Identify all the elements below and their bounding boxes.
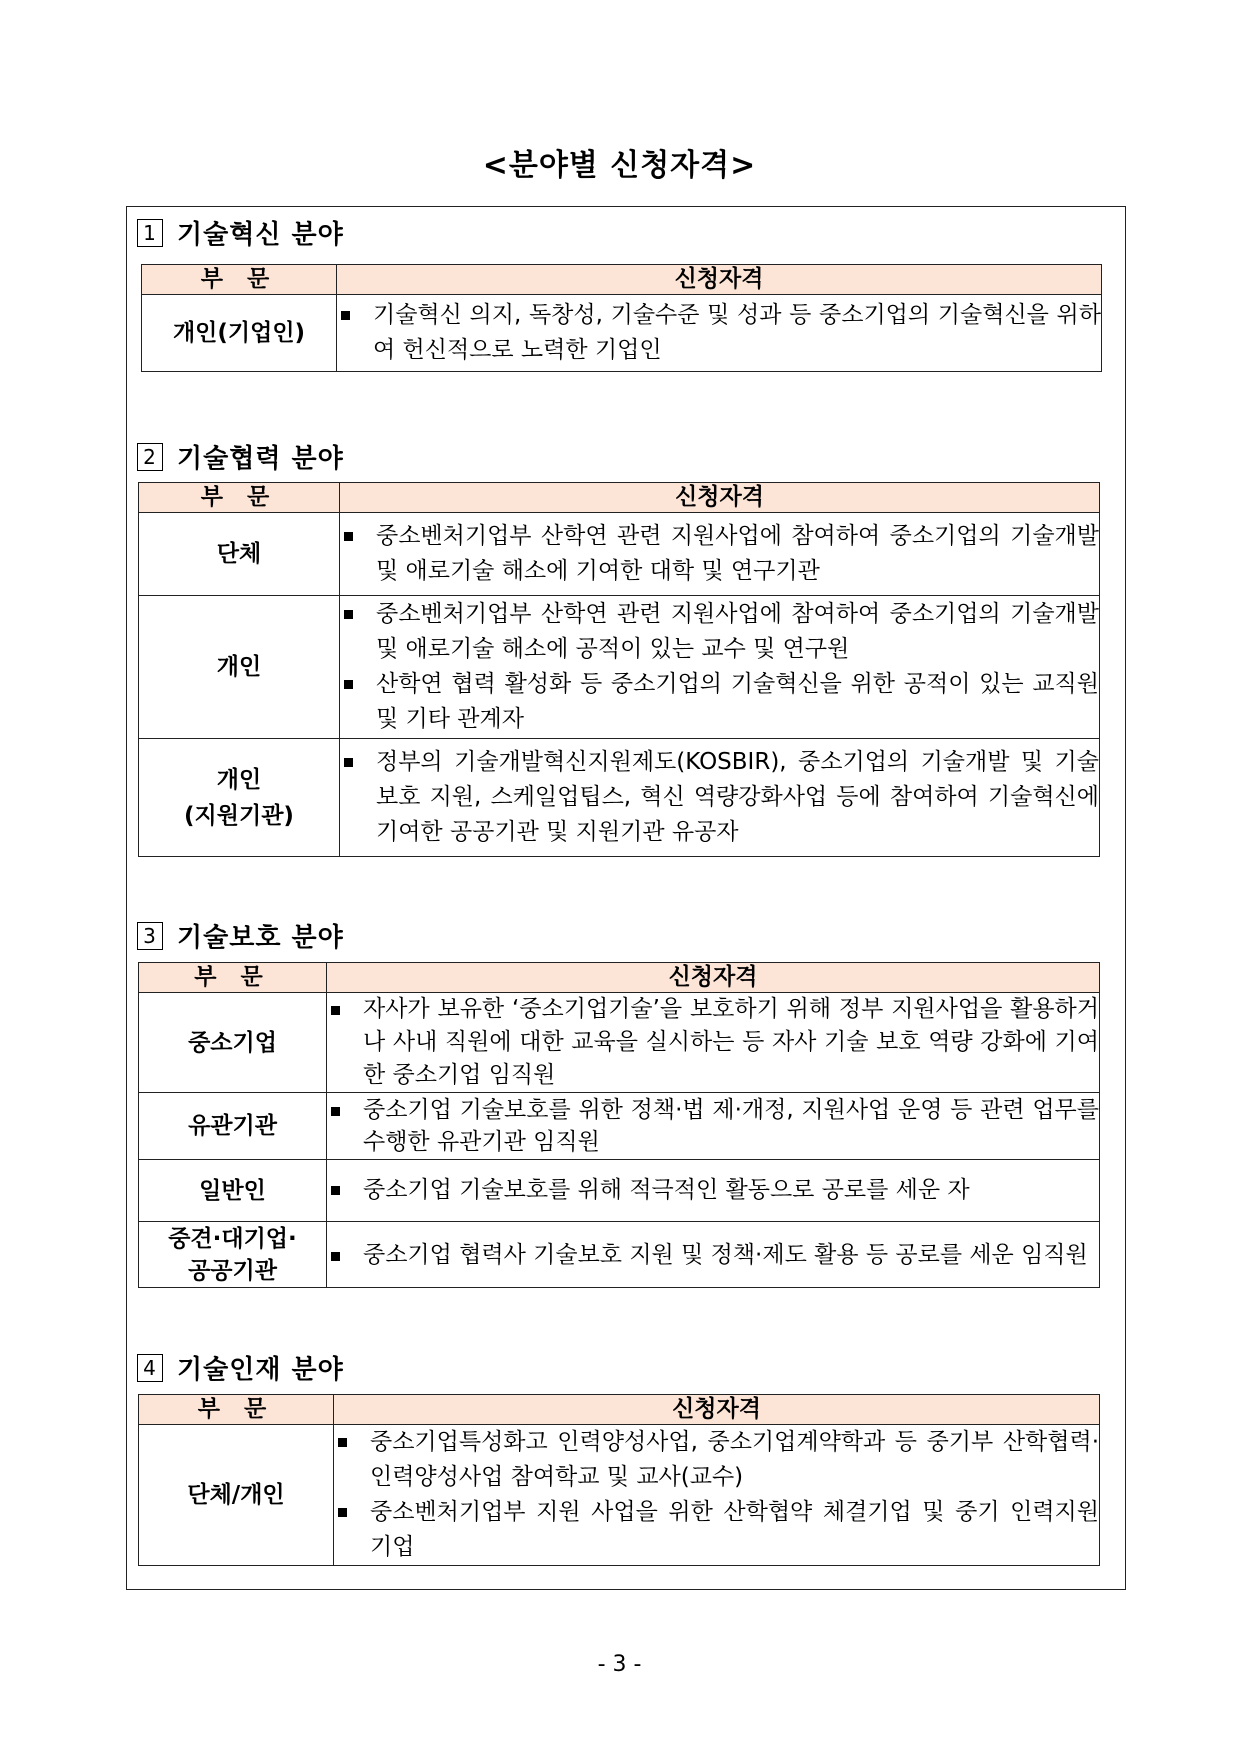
- qualification-cell: [340, 739, 1100, 857]
- qualification-item: [327, 1094, 1099, 1158]
- header-dept: 부 문: [139, 483, 340, 513]
- square-bullet-icon: [344, 758, 353, 767]
- table-row: [139, 596, 1100, 739]
- section-heading-tech-talent: [137, 1349, 344, 1386]
- header-qualification: 신청자격: [340, 483, 1100, 513]
- qualification-text: 중소기업 기술보호를 위한 정책·법 제·개정, 지원사업 운영 등 관련 업무를 수행한 유관기관 임직원: [363, 1097, 1099, 1155]
- qualification-text: 자사가 보유한 ‘중소기업기술’을 보호하기 위해 정부 지원사업을 활용하거나 사내 직원에 대한 교육을 실시하는 등 자사 기술 보호 역량 강화에 기여한 중소기업 임직원: [363, 996, 1099, 1088]
- dept-label: 일반인: [199, 1177, 266, 1204]
- qualification-item: [327, 993, 1099, 1092]
- qualification-item: [340, 667, 1099, 737]
- square-bullet-icon: [331, 1006, 340, 1015]
- table-row: [139, 1222, 1100, 1288]
- qualification-cell: [337, 295, 1102, 372]
- table-row: [139, 993, 1100, 1093]
- qualification-table-tech-innovation: [141, 264, 1102, 372]
- dept-cell: [139, 513, 340, 596]
- qualification-item: [327, 1239, 1099, 1271]
- square-bullet-icon: [344, 610, 353, 619]
- qualification-cell: [334, 1425, 1100, 1566]
- header-qualification: 신청자격: [337, 265, 1102, 295]
- qualification-text: 중소기업특성화고 인력양성사업, 중소기업계약학과 등 중기부 산학협력·인력양성사업 참여학교 및 교사(교수): [370, 1429, 1099, 1490]
- dept-cell: [139, 1160, 327, 1222]
- table-row: [142, 295, 1102, 372]
- qualification-table-tech-protection: [138, 962, 1100, 1288]
- square-bullet-icon: [338, 1438, 347, 1447]
- qualification-text: 중소벤처기업부 산학연 관련 지원사업에 참여하여 중소기업의 기술개발 및 애로기술 해소에 기여한 대학 및 연구기관: [376, 523, 1099, 584]
- qualification-text: 중소기업 협력사 기술보호 지원 및 정책·제도 활용 등 공로를 세운 임직원: [363, 1241, 1088, 1268]
- qualification-text: 중소벤처기업부 산학연 관련 지원사업에 참여하여 중소기업의 기술개발 및 애로기술 해소에 공적이 있는 교수 및 연구원: [376, 601, 1099, 662]
- header-qualification: 신청자격: [327, 963, 1100, 993]
- page-number: - 3 -: [597, 1652, 642, 1677]
- header-dept: 부 문: [139, 963, 327, 993]
- dept-cell: [139, 1425, 334, 1566]
- section-heading-tech-protection: [137, 917, 344, 954]
- section-title: 기술협력 분야: [177, 444, 344, 474]
- qualification-item: [340, 597, 1099, 667]
- section-title: 기술보호 분야: [177, 923, 344, 953]
- dept-cell: [139, 739, 340, 857]
- dept-cell: [139, 993, 327, 1093]
- dept-label: 유관기관: [188, 1113, 277, 1139]
- table-header-row: [142, 265, 1102, 295]
- qualification-text: 중소기업 기술보호를 위해 적극적인 활동으로 공로를 세운 자: [363, 1177, 970, 1203]
- qualification-item: [327, 1173, 1099, 1208]
- square-bullet-icon: [341, 311, 350, 320]
- table-header-row: [139, 483, 1100, 513]
- square-bullet-icon: [331, 1107, 340, 1116]
- section-number-box: 1: [137, 219, 163, 247]
- dept-label: 개인: [216, 766, 262, 793]
- table-row: [139, 1425, 1100, 1566]
- table-header-row: [139, 1395, 1100, 1425]
- section-number-box: 2: [137, 443, 163, 471]
- qualification-cell: [327, 1160, 1100, 1222]
- qualification-text: 정부의 기술개발혁신지원제도(KOSBIR), 중소기업의 기술개발 및 기술보호 지원, 스케일업팁스, 혁신 역량강화사업 등에 참여하여 기술혁신에 기여한 공공기관 및 지원기관 유공자: [376, 749, 1099, 845]
- square-bullet-icon: [331, 1252, 340, 1261]
- section-title: 기술혁신 분야: [177, 220, 344, 250]
- qualification-item: [340, 745, 1099, 850]
- square-bullet-icon: [344, 680, 353, 689]
- qualification-item: [334, 1425, 1099, 1495]
- qualification-text: 중소벤처기업부 지원 사업을 위한 산학협약 체결기업 및 중기 인력지원 기업: [370, 1499, 1099, 1560]
- dept-label: 개인(기업인): [172, 320, 306, 346]
- qualification-item: [337, 298, 1101, 368]
- qualification-cell: [327, 1222, 1100, 1288]
- dept-cell: [139, 1222, 327, 1288]
- section-number-box: 3: [137, 922, 163, 950]
- qualification-item: [334, 1495, 1099, 1565]
- table-row: [139, 513, 1100, 596]
- qualification-cell: [327, 1093, 1100, 1160]
- square-bullet-icon: [344, 532, 353, 541]
- section-heading-tech-cooperation: [137, 438, 344, 475]
- qualification-text: 산학연 협력 활성화 등 중소기업의 기술혁신을 위한 공적이 있는 교직원 및 기타 관계자: [376, 671, 1099, 732]
- dept-label: 중견·대기업·: [168, 1225, 297, 1252]
- table-row: [139, 1093, 1100, 1160]
- square-bullet-icon: [338, 1508, 347, 1517]
- dept-label: (지원기관): [184, 802, 294, 829]
- dept-label: 단체/개인: [187, 1482, 285, 1508]
- header-dept: 부 문: [139, 1395, 334, 1425]
- dept-label: 공공기관: [188, 1257, 277, 1284]
- qualification-item: [340, 519, 1099, 589]
- section-title: 기술인재 분야: [177, 1355, 344, 1385]
- table-row: [139, 739, 1100, 857]
- qualification-cell: [327, 993, 1100, 1093]
- header-qualification: 신청자격: [334, 1395, 1100, 1425]
- table-row: [139, 1160, 1100, 1222]
- qualification-cell: [340, 596, 1100, 739]
- dept-label: 단체: [216, 541, 262, 567]
- qualification-table-tech-cooperation: [138, 482, 1100, 857]
- table-header-row: [139, 963, 1100, 993]
- header-dept: 부 문: [142, 265, 337, 295]
- page-title: <분야별 신청자격>: [482, 148, 757, 183]
- qualification-table-tech-talent: [138, 1394, 1100, 1566]
- section-number-box: 4: [137, 1354, 163, 1382]
- qualification-cell: [340, 513, 1100, 596]
- dept-label: 중소기업: [188, 1029, 277, 1056]
- square-bullet-icon: [331, 1186, 340, 1195]
- section-heading-tech-innovation: [137, 214, 344, 251]
- dept-cell: [142, 295, 337, 372]
- dept-cell: [139, 596, 340, 739]
- dept-cell: [139, 1093, 327, 1160]
- qualification-text: 기술혁신 의지, 독창성, 기술수준 및 성과 등 중소기업의 기술혁신을 위하여 헌신적으로 노력한 기업인: [373, 302, 1101, 363]
- dept-label: 개인: [216, 654, 262, 680]
